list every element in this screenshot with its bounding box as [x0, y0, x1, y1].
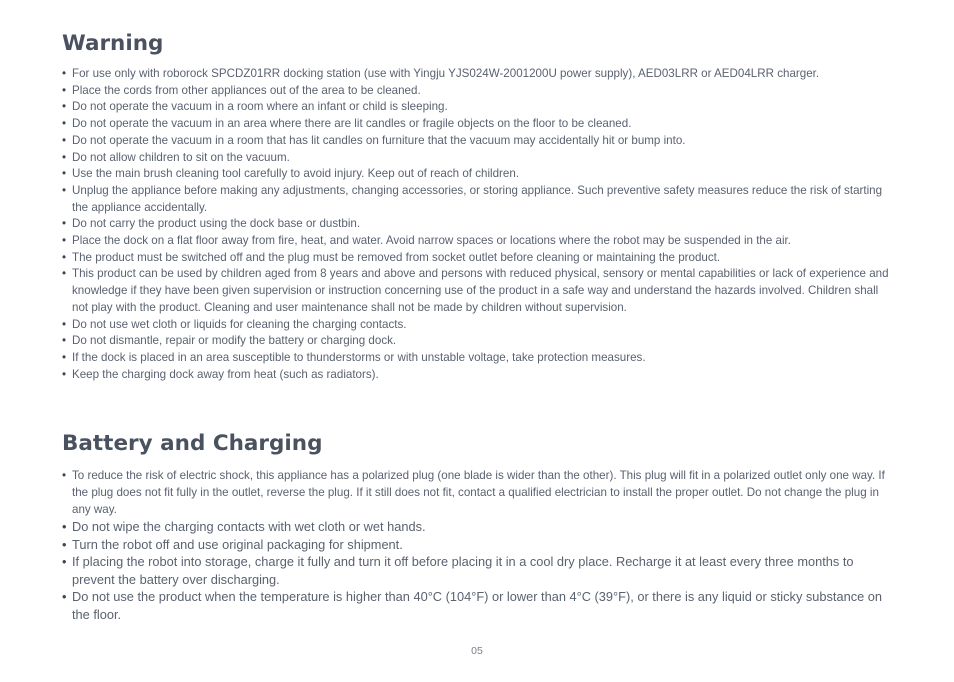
- battery-item: • Do not use the product when the temperature is higher than 40°C (104°F) or lower than 4°C (39°F), or there is any liquid or sticky substance on the floor.: [62, 588, 892, 623]
- battery-item: • To reduce the risk of electric shock, this appliance has a polarized plug (one blade is wider than the other). This plug will fit in a polarized outlet only one way. If the plug does not fit fully in the outlet, reverse the plug. If it still does not fit, contact a qualified electrician to install the proper outlet. Do not change the plug in any way.: [62, 467, 892, 518]
- warning-heading: Warning: [62, 31, 164, 56]
- warning-item: • Do not operate the vacuum in a room where an infant or child is sleeping.: [62, 99, 892, 116]
- battery-item: • Do not wipe the charging contacts with wet cloth or wet hands.: [62, 518, 892, 536]
- warning-item: • Place the cords from other appliances out of the area to be cleaned.: [62, 83, 892, 100]
- warning-item: • Do not carry the product using the dock base or dustbin.: [62, 216, 892, 233]
- warning-item: • If the dock is placed in an area susceptible to thunderstorms or with unstable voltage, take protection measures.: [62, 350, 892, 367]
- warning-item: • Do not operate the vacuum in a room that has lit candles on furniture that the vacuum may accidentally hit or bump into.: [62, 133, 892, 150]
- warning-item: • Unplug the appliance before making any adjustments, changing accessories, or storing appliance. Such preventive safety measures reduce the risk of starting the appliance accidentally.: [62, 183, 892, 216]
- warning-item: • Use the main brush cleaning tool carefully to avoid injury. Keep out of reach of children.: [62, 166, 892, 183]
- battery-item: • If placing the robot into storage, charge it fully and turn it off before placing it in a cool dry place. Recharge it at least every three months to prevent the battery over discharging.: [62, 553, 892, 588]
- page-number: 05: [471, 645, 483, 657]
- battery-item: • Turn the robot off and use original packaging for shipment.: [62, 536, 892, 554]
- warning-item: • Place the dock on a flat floor away from fire, heat, and water. Avoid narrow spaces or locations where the robot may be suspended in the air.: [62, 233, 892, 250]
- battery-charging-heading: Battery and Charging: [62, 431, 323, 456]
- warning-item: • Keep the charging dock away from heat (such as radiators).: [62, 367, 892, 384]
- warning-item: • Do not allow children to sit on the vacuum.: [62, 150, 892, 167]
- warning-item: • This product can be used by children aged from 8 years and above and persons with reduced physical, sensory or mental capabilities or lack of experience and knowledge if they have been given supervision or instruction concerning use of the product in a safe way and understand the hazards involved. Children shall not play with the product. Cleaning and user maintenance shall not be made by children without supervision.: [62, 266, 892, 316]
- warning-item: • Do not use wet cloth or liquids for cleaning the charging contacts.: [62, 317, 892, 334]
- warning-item: • Do not operate the vacuum in an area where there are lit candles or fragile objects on the floor to be cleaned.: [62, 116, 892, 133]
- warning-item: • For use only with roborock SPCDZ01RR docking station (use with Yingju YJS024W-2001200U power supply), AED03LRR or AED04LRR charger.: [62, 66, 892, 83]
- battery-charging-list: [62, 467, 892, 623]
- warning-list: [62, 66, 892, 383]
- warning-item: • The product must be switched off and the plug must be removed from socket outlet before cleaning or maintaining the product.: [62, 250, 892, 267]
- warning-item: • Do not dismantle, repair or modify the battery or charging dock.: [62, 333, 892, 350]
